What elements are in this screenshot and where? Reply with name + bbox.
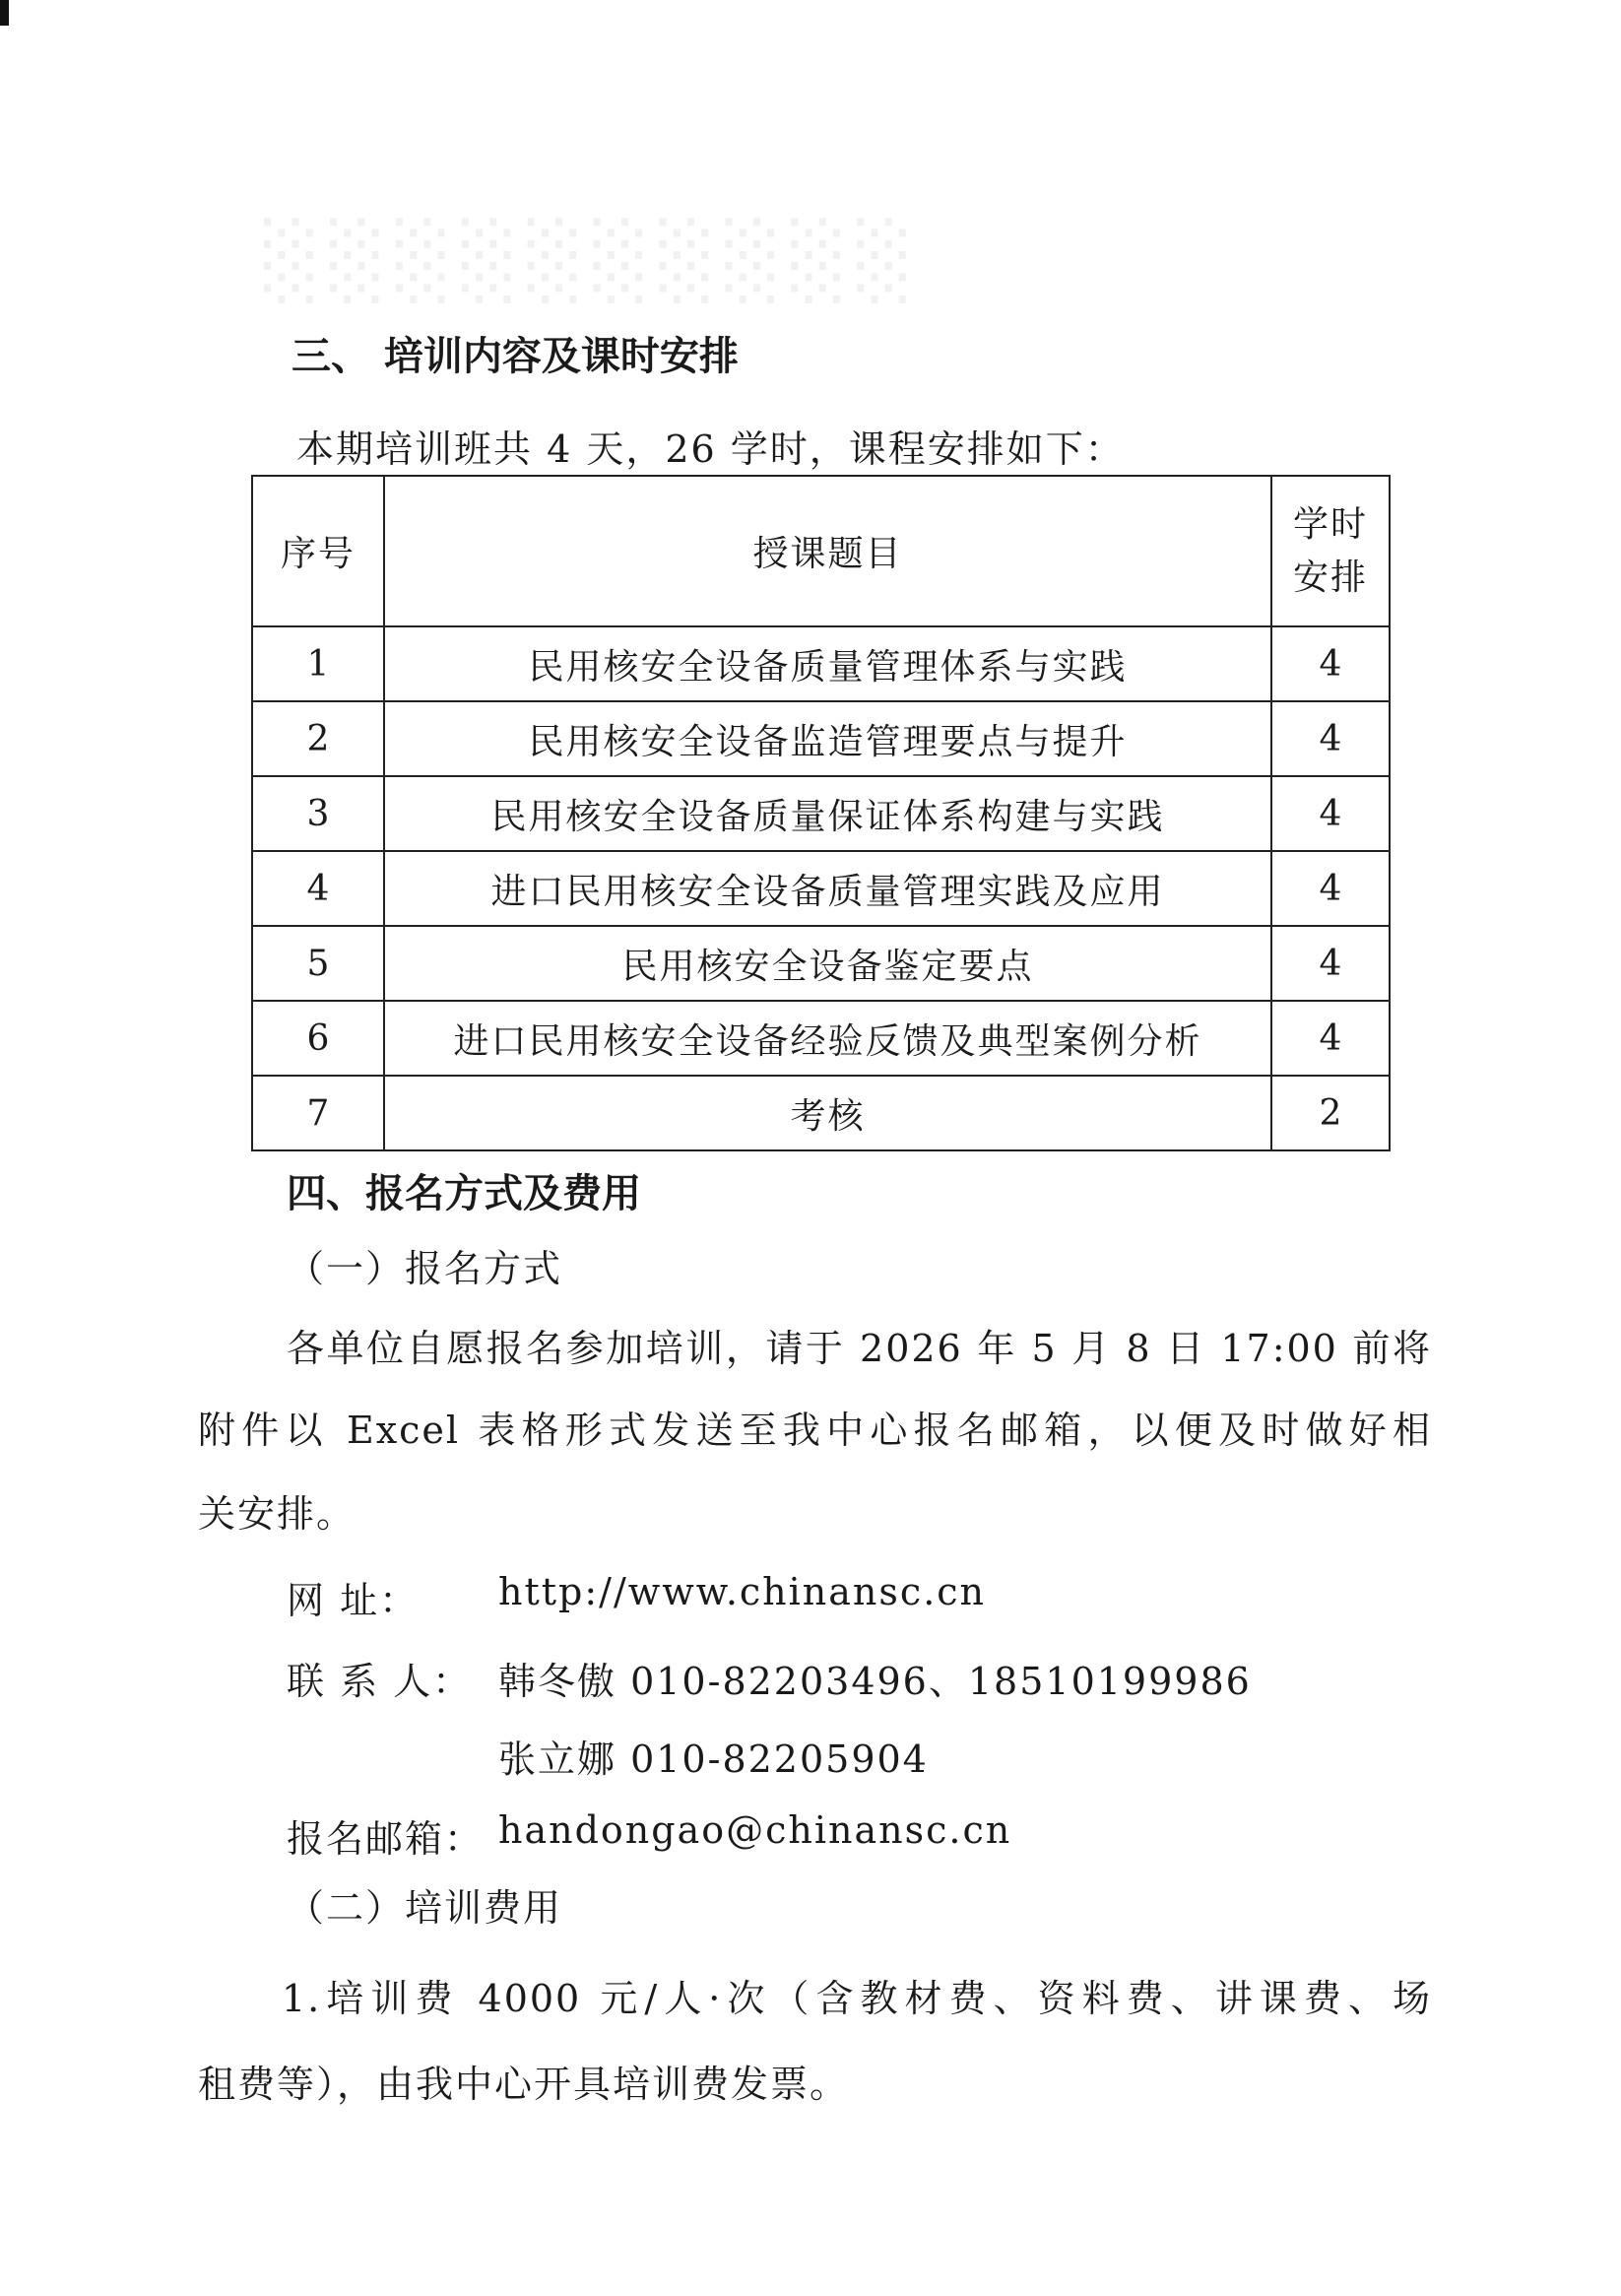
row-topic: 民用核安全设备监造管理要点与提升: [384, 701, 1271, 776]
table-row: [252, 926, 1390, 1001]
scan-edge-mark: [0, 0, 9, 26]
row-hours: 4: [1271, 626, 1390, 701]
website-label: 网 址：: [287, 1579, 420, 1622]
row-topic: 民用核安全设备质量保证体系构建与实践: [384, 776, 1271, 851]
email-link[interactable]: handongao@chinansc.cn: [498, 1808, 1012, 1852]
row-seq: 2: [252, 701, 384, 776]
table-header-row: [252, 476, 1390, 626]
contact-label: 联 系 人：: [287, 1660, 473, 1703]
row-topic: 进口民用核安全设备质量管理实践及应用: [384, 851, 1271, 926]
email-label: 报名邮箱：: [287, 1817, 485, 1861]
section-3-intro: 本期培训班共 4 天，26 学时，课程安排如下：: [296, 427, 1125, 471]
row-topic: 进口民用核安全设备经验反馈及典型案例分析: [384, 1001, 1271, 1076]
row-topic: 民用核安全设备质量管理体系与实践: [384, 626, 1271, 701]
bleed-through-shadow: ░░░░░░░░░░: [264, 219, 924, 303]
row-hours: 4: [1271, 1001, 1390, 1076]
website-link[interactable]: http://www.chinansc.cn: [498, 1570, 987, 1613]
signup-paragraph-line-2: 附件以 Excel 表格形式发送至我中心报名邮箱，以便及时做好相: [198, 1409, 1432, 1452]
header-hours: [1271, 476, 1390, 626]
header-seq: 序号: [252, 476, 384, 626]
table-row: [252, 851, 1390, 926]
row-hours: 4: [1271, 926, 1390, 1001]
section-3-heading: 三、 培训内容及课时安排: [292, 334, 739, 379]
header-hours-line1: 学时: [1292, 503, 1368, 545]
row-seq: 7: [252, 1076, 384, 1150]
row-seq: 6: [252, 1001, 384, 1076]
row-topic: 民用核安全设备鉴定要点: [384, 926, 1271, 1001]
row-seq: 3: [252, 776, 384, 851]
contact-person-1: 韩冬傲 010-82203496、18510199986: [498, 1660, 1252, 1703]
fee-line-2: 租费等），由我中心开具培训费发票。: [198, 2063, 850, 2106]
row-hours: 4: [1271, 776, 1390, 851]
course-schedule-table: [251, 475, 1391, 1151]
table-row: [252, 626, 1390, 701]
signup-paragraph-line-3: 关安排。: [198, 1492, 357, 1536]
row-seq: 1: [252, 626, 384, 701]
row-hours: 4: [1271, 851, 1390, 926]
table-row: [252, 1001, 1390, 1076]
row-seq: 5: [252, 926, 384, 1001]
contact-person-2: 张立娜 010-82205904: [498, 1738, 929, 1781]
header-topic: 授课题目: [384, 476, 1271, 626]
row-seq: 4: [252, 851, 384, 926]
header-hours-line2: 安排: [1292, 557, 1368, 598]
signup-paragraph-line-1: 各单位自愿报名参加培训，请于 2026 年 5 月 8 日 17:00 前将: [287, 1327, 1432, 1370]
signup-method-subtitle: （一）报名方式: [287, 1247, 563, 1290]
row-hours: 4: [1271, 701, 1390, 776]
table-row: [252, 701, 1390, 776]
row-hours: 2: [1271, 1076, 1390, 1150]
fee-line-1: 1.培训费 4000 元/人·次（含教材费、资料费、讲课费、场: [282, 1977, 1432, 2020]
table-row: [252, 776, 1390, 851]
training-fee-subtitle: （二）培训费用: [287, 1886, 563, 1930]
row-topic: 考核: [384, 1076, 1271, 1150]
table-row: [252, 1076, 1390, 1150]
section-4-heading: 四、报名方式及费用: [287, 1171, 641, 1216]
